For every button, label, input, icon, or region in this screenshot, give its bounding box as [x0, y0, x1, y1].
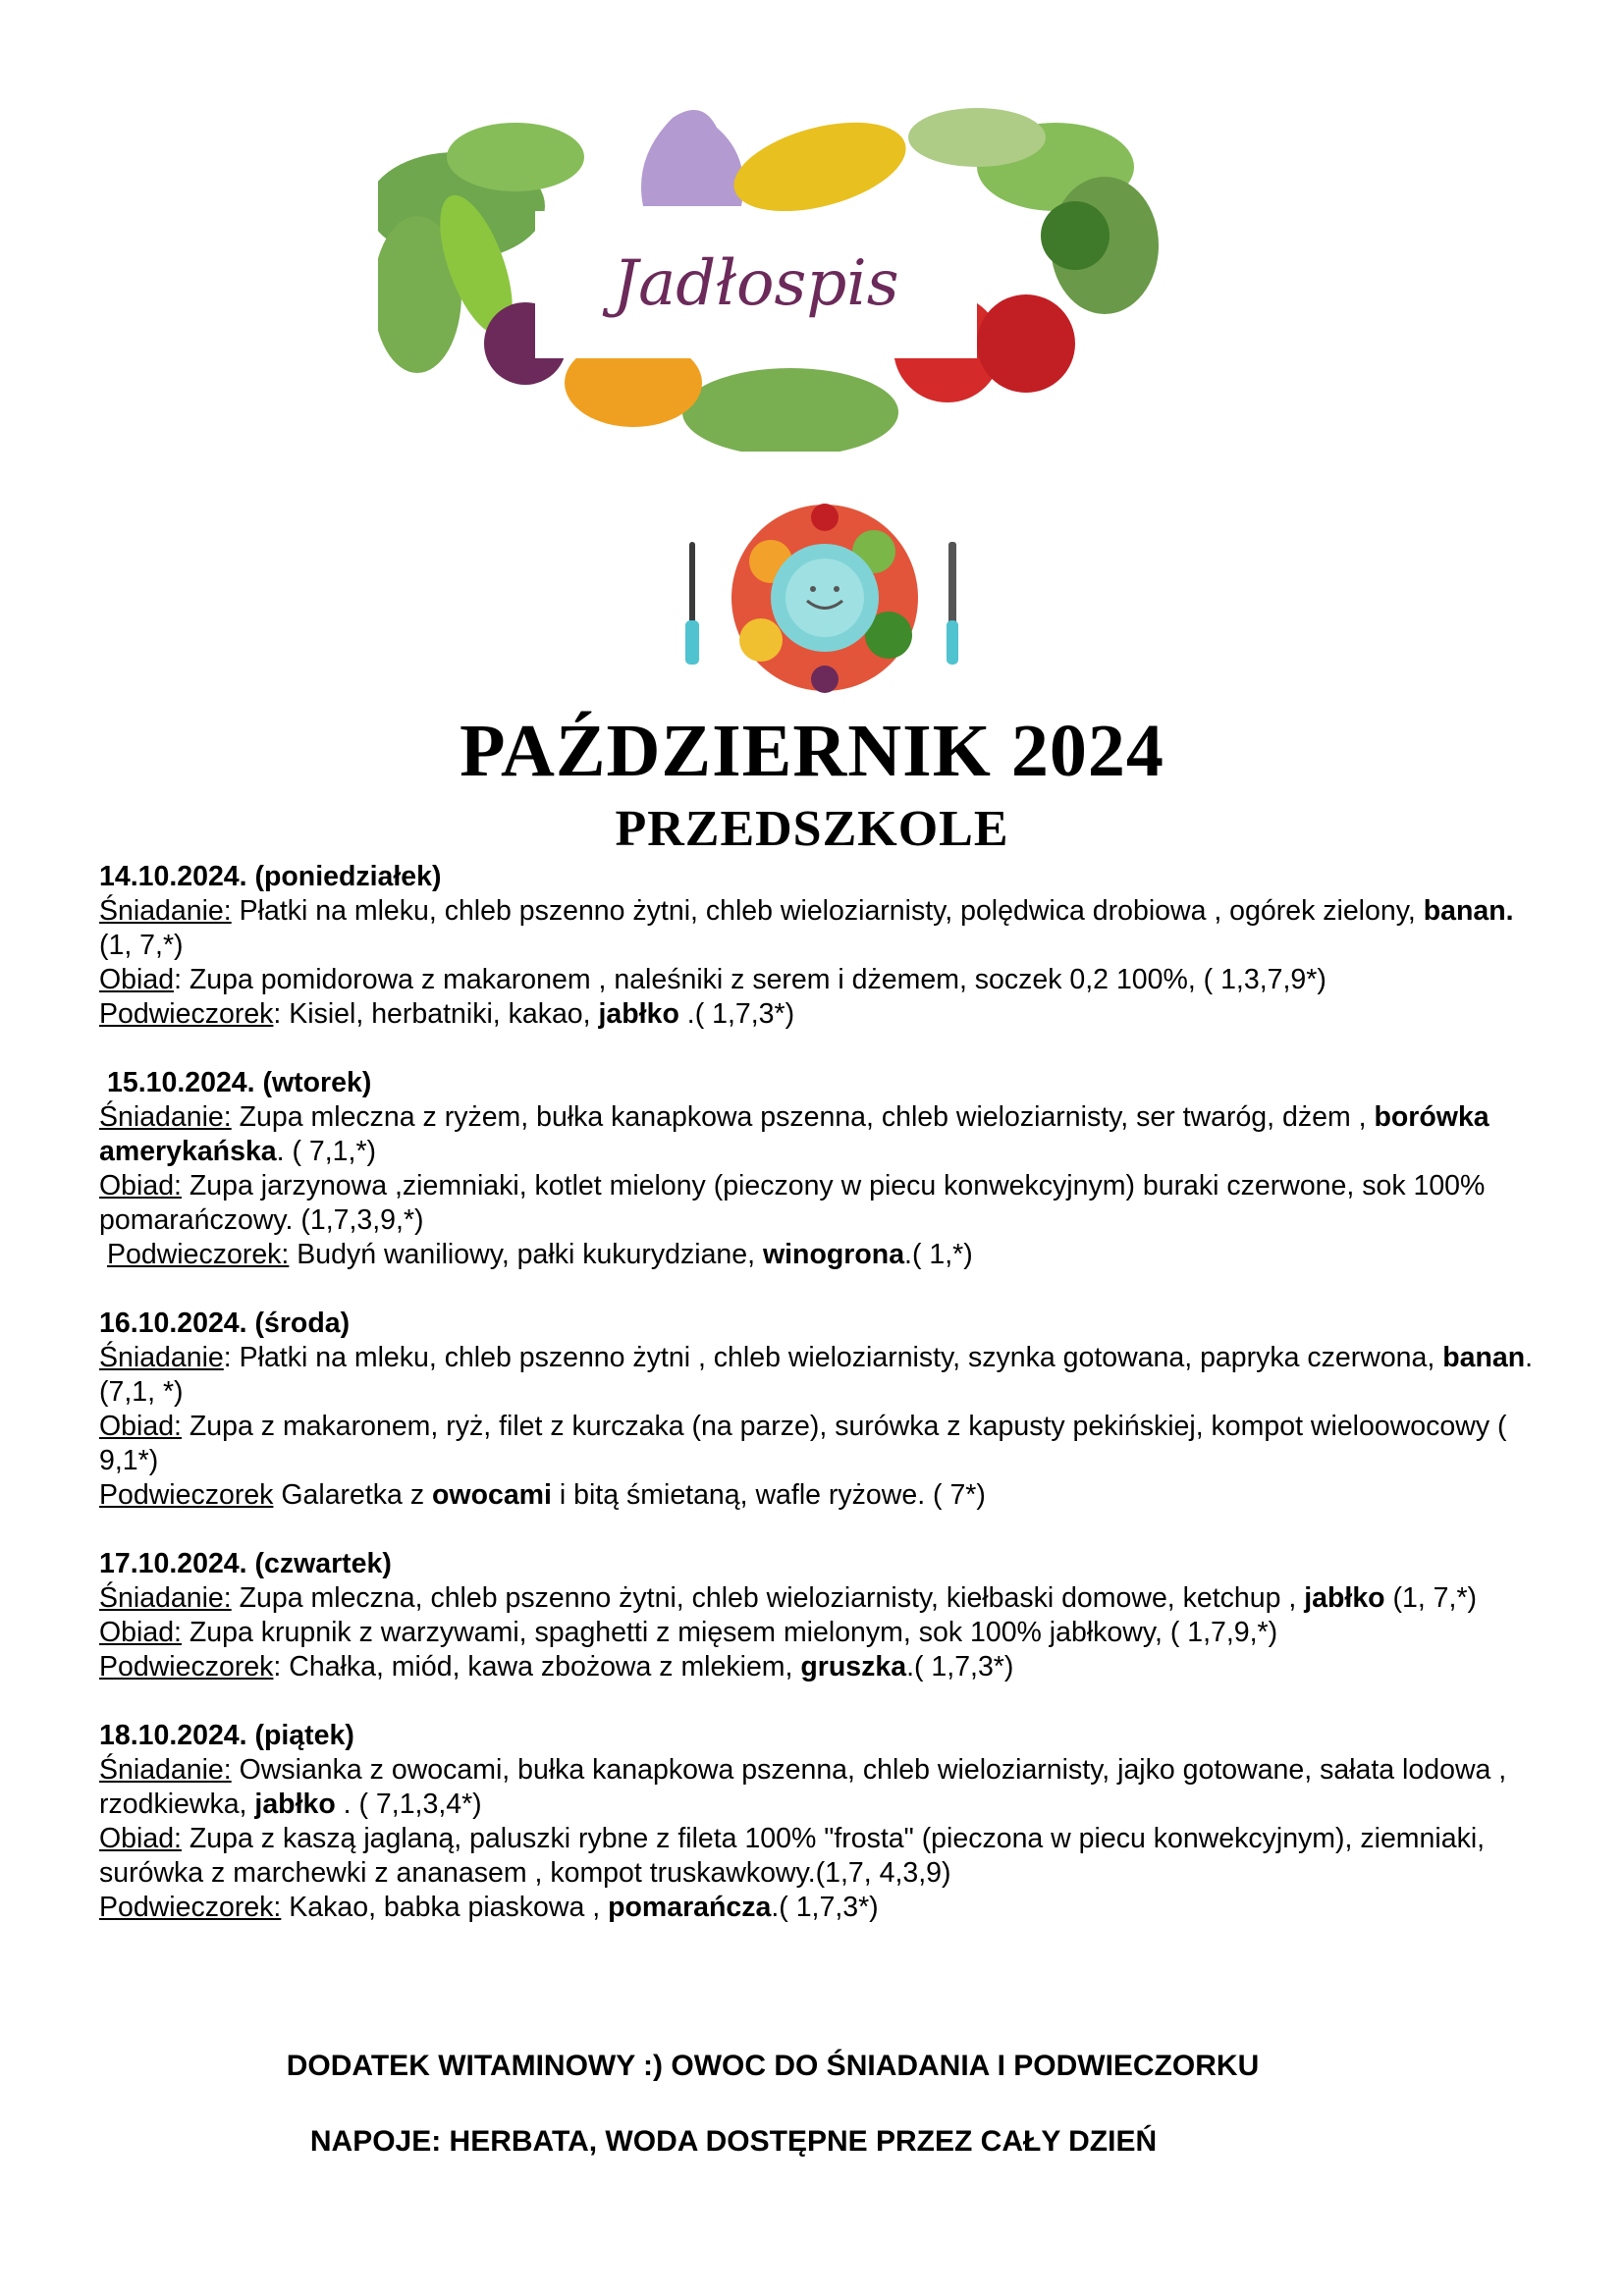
snack-fruit: winogrona: [762, 1239, 905, 1270]
drinks-note: NAPOJE: HERBATA, WODA DOSTĘPNE PRZEZ CAŁY DZIEŃ: [309, 2125, 1158, 2158]
snack-label: Podwieczorek: [99, 1651, 274, 1682]
lunch-text: : Zupa pomidorowa z makaronem , naleśniki z serem i dżemem, soczek 0,2 100%, ( 1,3,7,9*): [174, 964, 1326, 995]
breakfast-label: Śniadanie:: [99, 1582, 232, 1614]
snack-label: Podwieczorek: [99, 998, 274, 1030]
lunch-text: Zupa z kaszą jaglaną, paluszki rybne z fileta 100% "frosta" (pieczona w piecu konwekcyjnym), ziemniaki, surówka z marchewki z ananasem , kompot truskawkowy.(1,7, 4,3,9): [99, 1823, 1486, 1889]
breakfast-label: Śniadanie:: [99, 895, 232, 927]
snack-allergens: .( 1,7,3*): [771, 1892, 879, 1923]
snack-allergens: .( 1,*): [904, 1239, 973, 1270]
breakfast-text: Zupa mleczna, chleb pszenno żytni, chleb wieloziarnisty, kiełbaski domowe, ketchup ,: [231, 1582, 1305, 1614]
breakfast-line: [99, 1341, 1543, 1410]
menu-day: [99, 1066, 1543, 1272]
lunch-text: Zupa z makaronem, ryż, filet z kurczaka (na parze), surówka z kapusty pekińskiej, kompot wieloowocowy ( 9,1*): [99, 1411, 1507, 1476]
snack-line: [99, 1478, 1543, 1513]
breakfast-label: Śniadanie:: [99, 1754, 232, 1786]
breakfast-line: [99, 1581, 1543, 1616]
breakfast-label: Śniadanie: [99, 1342, 224, 1373]
breakfast-fruit: jabłko: [1304, 1582, 1385, 1614]
snack-text: Galaretka z: [273, 1479, 432, 1511]
fork-icon: [685, 542, 699, 665]
breakfast-fruit: jabłko: [254, 1789, 336, 1820]
menu-list: [99, 860, 1543, 1959]
banner-script-title: Jadłospis: [613, 247, 899, 320]
breakfast-line: [99, 1753, 1543, 1822]
breakfast-fruit: banan: [1442, 1342, 1526, 1373]
menu-day: [99, 1719, 1543, 1925]
breakfast-text: Płatki na mleku, chleb pszenno żytni, chleb wieloziarnisty, polędwica drobiowa , ogórek zielony,: [231, 895, 1424, 927]
snack-line: [99, 1650, 1543, 1684]
snack-fruit: pomarańcza: [608, 1892, 772, 1923]
breakfast-text: : Płatki na mleku, chleb pszenno żytni , chleb wieloziarnisty, szynka gotowana, papryka czerwona,: [223, 1342, 1443, 1373]
broccoli-shape: [1041, 201, 1110, 270]
snack-allergens: .( 1,7,3*): [906, 1651, 1014, 1682]
snack-fruit: gruszka: [800, 1651, 907, 1682]
breakfast-label: Śniadanie:: [99, 1101, 232, 1133]
tomato-shape-2: [977, 294, 1075, 393]
lunch-line: [99, 1822, 1543, 1891]
lunch-label: Obiad:: [99, 1170, 182, 1201]
breakfast-fruit: banan.: [1423, 895, 1514, 927]
breakfast-text: Zupa mleczna z ryżem, bułka kanapkowa pszenna, chleb wieloziarnisty, ser twaróg, dżem ,: [231, 1101, 1375, 1133]
day-date: 14.10.2024. (poniedziałek): [99, 861, 442, 892]
breakfast-allergens: . ( 7,1,3,4*): [335, 1789, 482, 1820]
day-date: 17.10.2024. (czwartek): [99, 1548, 392, 1579]
knife-icon: [947, 542, 958, 665]
breakfast-fruit: borówka amerykańska: [99, 1101, 1489, 1167]
snack-fruit: jabłko: [598, 998, 679, 1030]
menu-day: [99, 1307, 1543, 1513]
snack-text: Budyń waniliowy, pałki kukurydziane,: [289, 1239, 763, 1270]
menu-day: [99, 860, 1543, 1032]
snack-label: Podwieczorek: [99, 1479, 274, 1511]
snack-text: : Chałka, miód, kawa zbożowa z mlekiem,: [273, 1651, 801, 1682]
lunch-text: Zupa jarzynowa ,ziemniaki, kotlet mielony (pieczony w piecu konwekcyjnym) buraki czerwone, sok 100% pomarańczowy. (1,7,3,9,*): [99, 1170, 1486, 1236]
breakfast-allergens: (1, 7,*): [1384, 1582, 1478, 1614]
breakfast-allergens: . ( 7,1,*): [276, 1136, 377, 1167]
breakfast-line: [99, 1100, 1543, 1169]
snack-allergens: .( 1,7,3*): [678, 998, 795, 1030]
page-title: PAŹDZIERNIK 2024: [460, 710, 1164, 792]
breakfast-text: Owsianka z owocami, bułka kanapkowa pszenna, chleb wieloziarnisty, jajko gotowane, sałata lodowa , rzodkiewka,: [99, 1754, 1507, 1820]
lunch-label: Obiad:: [99, 1411, 182, 1442]
snack-line: [99, 1891, 1543, 1925]
fruit-plate-illustration: [677, 503, 972, 694]
breakfast-allergens: (1, 7,*): [99, 930, 184, 961]
snack-label: Podwieczorek:: [99, 1892, 282, 1923]
menu-day: [99, 1547, 1543, 1684]
day-date: 15.10.2024. (wtorek): [107, 1067, 372, 1098]
snack-text: : Kisiel, herbatniki, kakao,: [273, 998, 599, 1030]
lunch-text: Zupa krupnik z warzywami, spaghetti z mięsem mielonym, sok 100% jabłkowy, ( 1,7,9,*): [181, 1617, 1278, 1648]
breakfast-allergens: .(7,1, *): [99, 1342, 1534, 1408]
snack-text: Kakao, babka piaskowa ,: [281, 1892, 609, 1923]
lunch-label: Obiad:: [99, 1617, 182, 1648]
snack-label: Podwieczorek:: [107, 1239, 290, 1270]
lunch-label: Obiad:: [99, 1823, 182, 1854]
snack-line: [99, 997, 1543, 1032]
corn-shape: [725, 106, 916, 228]
breakfast-line: [99, 894, 1543, 963]
snack-allergens: i bitą śmietaną, wafle ryżowe. ( 7*): [551, 1479, 986, 1511]
vitamin-note: DODATEK WITAMINOWY :) OWOC DO ŚNIADANIA I PODWIECZORKU: [286, 2050, 1260, 2082]
page-subtitle: PRZEDSZKOLE: [615, 801, 1009, 857]
jadlospis-banner: [378, 98, 1164, 452]
lunch-line: [99, 1169, 1543, 1238]
lunch-label: Obiad: [99, 964, 175, 995]
lunch-line: [99, 1616, 1543, 1650]
day-date: 18.10.2024. (piątek): [99, 1720, 354, 1751]
snack-fruit: owocami: [432, 1479, 552, 1511]
day-date: 16.10.2024. (środa): [99, 1308, 351, 1339]
lunch-line: [99, 963, 1543, 997]
lunch-line: [99, 1410, 1543, 1478]
snack-line: [99, 1238, 1543, 1272]
garlic-shape: [641, 110, 743, 206]
